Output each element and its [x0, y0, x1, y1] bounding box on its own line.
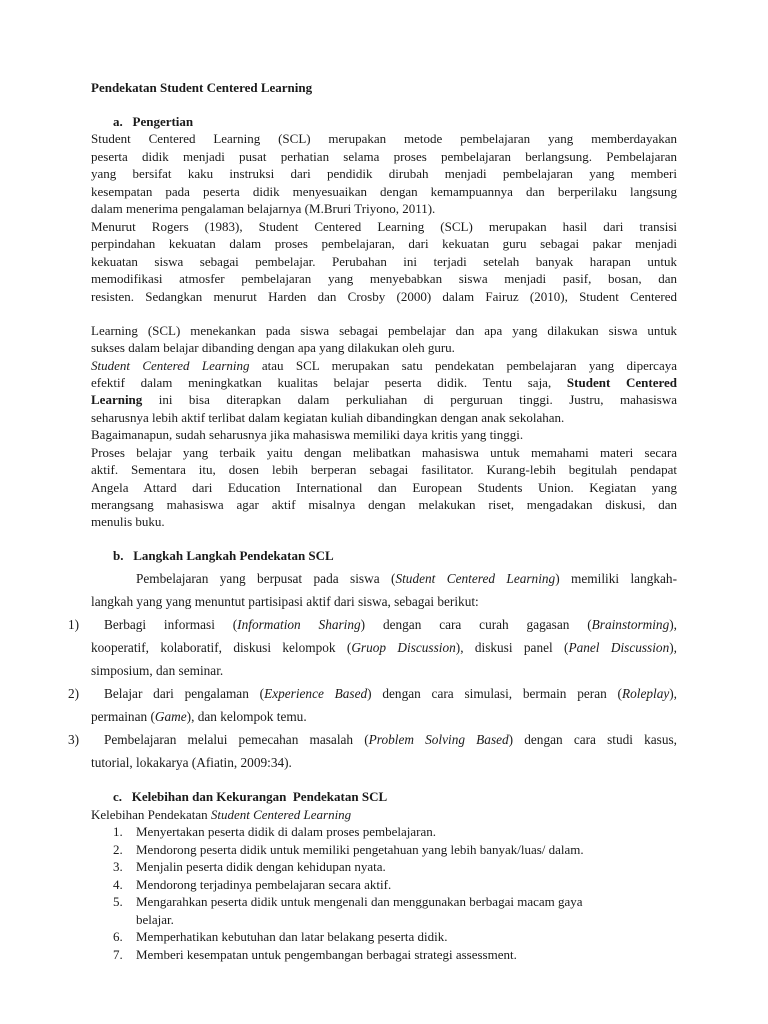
list-number: 6.: [113, 929, 123, 944]
list-item: Mendorong peserta didik untuk memiliki pengetahuan yang lebih banyak/luas/ dalam.: [136, 842, 584, 857]
list-number: 1.: [113, 824, 123, 839]
paragraph-line: Angela Attard dari Education International dan European Students Union. Kegiatan yang: [91, 480, 677, 495]
list-item: Memberi kesempatan untuk pengembangan berbagai strategi assessment.: [136, 947, 517, 962]
list-item: Mengarahkan peserta didik untuk mengenali dan menggunakan berbagai macam gaya: [136, 894, 583, 909]
paragraph-line: dalam menerima pengalaman belajarnya (M.Bruri Triyono, 2011).: [91, 201, 436, 216]
bold-term: Learning: [91, 392, 143, 407]
paragraph-line: sukses dalam belajar dibanding dengan apa yang dilakukan oleh guru.: [91, 340, 455, 355]
list-item-line: Berbagi informasi (Information Sharing) dengan cara curah gagasan (Brainstorming),: [104, 617, 677, 632]
italic-term: Student Centered Learning: [91, 358, 250, 373]
paragraph-line: Proses belajar yang terbaik yaitu dengan melibatkan mahasiswa untuk memahami materi secara: [91, 445, 677, 460]
list-item-continuation: belajar.: [136, 912, 174, 927]
section-b-heading: b. Langkah Langkah Pendekatan SCL: [113, 548, 334, 563]
paragraph-line: Student Centered Learning atau SCL merupakan satu pendekatan pembelajaran yang dipercaya: [91, 358, 677, 373]
section-c-subheading: Kelebihan Pendekatan Student Centered Learning: [91, 807, 352, 822]
paragraph-line: Learning (SCL) menekankan pada siswa sebagai pembelajar dan apa yang dilakukan siswa untuk: [91, 323, 677, 338]
paragraph-line: Student Centered Learning (SCL) merupakan metode pembelajaran yang memberdayakan: [91, 131, 677, 146]
bold-term: Student Centered: [566, 375, 677, 390]
paragraph-line: langkah yang yang menuntut partisipasi aktif dari siswa, sebagai berikut:: [91, 594, 479, 609]
paragraph-line: menulis buku.: [91, 514, 165, 529]
list-number: 3.: [113, 859, 123, 874]
paragraph-line: peserta didik menjadi pusat perhatian selama proses pembelajaran berlangsung. Pembelajaran: [91, 149, 677, 164]
paragraph-line: efektif dalam meningkatkan kualitas belajar peserta didik. Tentu saja, Student Centered: [91, 375, 677, 390]
paragraph-line: merangsang mahasiswa agar aktif misalnya dengan melakukan riset, mengadakan diskusi, dan: [91, 497, 677, 512]
list-item-line: simposium, dan seminar.: [91, 663, 224, 678]
list-item-line: Belajar dari pengalaman (Experience Based) dengan cara simulasi, bermain peran (Roleplay),: [104, 686, 678, 701]
paragraph-line: Learning ini bisa diterapkan dalam perkuliahan di perguruan tinggi. Justru, mahasiswa: [91, 392, 677, 407]
list-item-line: kooperatif, kolaboratif, diskusi kelompok (Gruop Discussion), diskusi panel (Panel Discussion),: [91, 640, 677, 655]
paragraph-line: Menurut Rogers (1983), Student Centered Learning (SCL) merupakan hasil dari transisi: [91, 219, 677, 234]
paragraph-line: kesempatan pada peserta didik menyesuaikan dengan kemampuannya dan berperilaku langsung: [91, 184, 677, 199]
list-number: 1): [68, 617, 80, 632]
section-a-heading: a. Pengertian: [113, 114, 194, 129]
paragraph-line: Bagaimanapun, sudah seharusnya jika mahasiswa memiliki daya kritis yang tinggi.: [91, 427, 524, 442]
paragraph-line: memodifikasi atmosfer pembelajaran yang menyebabkan siswa menjadi pasif, bosan, dan: [91, 271, 677, 286]
document-title: Pendekatan Student Centered Learning: [91, 80, 313, 95]
list-number: 3): [68, 732, 80, 747]
list-item-line: tutorial, lokakarya (Afiatin, 2009:34).: [91, 755, 292, 770]
list-item: Memperhatikan kebutuhan dan latar belakang peserta didik.: [136, 929, 448, 944]
list-number: 2.: [113, 842, 123, 857]
list-item-line: Pembelajaran melalui pemecahan masalah (Problem Solving Based) dengan cara studi kasus,: [104, 732, 677, 747]
paragraph-line: resisten. Sedangkan menurut Harden dan Crosby (2000) dalam Fairuz (2010), Student Centered: [91, 289, 677, 304]
list-item: Menjalin peserta didik dengan kehidupan nyata.: [136, 859, 386, 874]
list-item-line: permainan (Game), dan kelompok temu.: [91, 709, 307, 724]
list-number: 4.: [113, 877, 123, 892]
paragraph-line: aktif. Sementara itu, dosen lebih berperan sebagai fasilitator. Kurang-lebih begitulah pendapat: [91, 462, 677, 477]
section-c-heading: c. Kelebihan dan Kekurangan Pendekatan SCL: [113, 789, 388, 804]
list-number: 5.: [113, 894, 123, 909]
list-number: 7.: [113, 947, 123, 962]
list-item: Mendorong terjadinya pembelajaran secara aktif.: [136, 877, 392, 892]
list-number: 2): [68, 686, 80, 701]
paragraph-line: yang bersifat kaku instruksi dari pendidik dirubah menjadi pembelajaran yang memberi: [91, 166, 677, 181]
paragraph-line: Pembelajaran yang berpusat pada siswa (Student Centered Learning) memiliki langkah-: [136, 571, 678, 586]
paragraph-line: seharusnya lebih aktif terlibat dalam kegiatan kuliah dibandingkan dengan anak sekolahan.: [91, 410, 565, 425]
paragraph-line: perpindahan kekuatan dalam proses pembelajaran, dari kekuatan guru sebagai pakar menjadi: [91, 236, 677, 251]
list-item: Menyertakan peserta didik di dalam proses pembelajaran.: [136, 824, 436, 839]
paragraph-line: kekuatan siswa sebagai pembelajar. Perubahan ini terjadi setelah banyak harapan untuk: [91, 254, 677, 269]
